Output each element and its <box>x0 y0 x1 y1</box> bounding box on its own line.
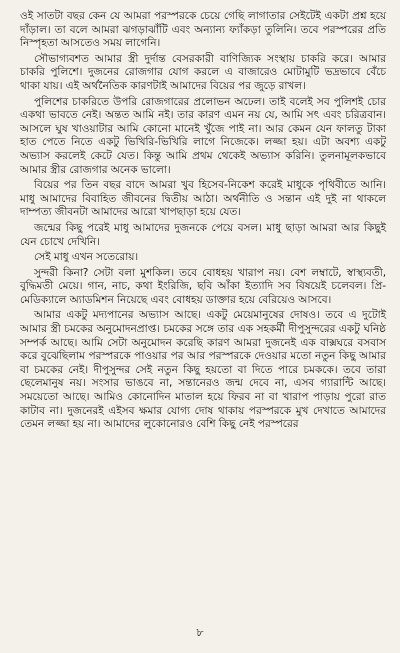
paragraph-7: সুন্দরী কিনা? সেটা বলা মুশকিল। তবে বোধহয় খারাপ নয়। বেশ লম্বাটে, স্বাস্থ্যবতী, বুদ্ধিমতী মেয়ে। গান, নাচ, কথা ইংরিজি, ছবি আঁকা ইত্যাদি সব বিষয়েই চলেবল। প্রি-মেডিক্যালে অ্যাডমিশন নিয়েছে এবং বোধহয় ডাক্তার হয়ে বেরিয়েও আসবে। <box>20 266 386 306</box>
paragraph-2: সৌভাগ্যবশত আমার স্ত্রী দুর্দান্ত বেসরকারী বাণিজ্যিক সংস্থায় চাকরি করে। আমার চাকরি পুলিশে। দুজনের রোজগার যোগ করলে এ বাজারেও মোটামুটি ভদ্রভাবে বেঁচে থাকা যায়। এই অর্থনৈতিক কারণটাই আমাদের বিয়ের পর জুড়ে রাখল। <box>20 52 386 92</box>
body-text <box>20 10 386 432</box>
paragraph-5: জন্মের কিছু পরেই মাধু আমাদের দুজনকে পেয়ে বসল। মাধু ছাড়া আমরা আর কিছুই যেন চোখে দেখিনি। <box>20 221 386 248</box>
paragraph-3: পুলিশের চাকরিতে উপরি রোজগারের প্রলোভন অঢেল। তাই বলেই সব পুলিশই চোর একথা ভাবতে নেই। অন্তত আমি নই। তার কারণ এমন নয় যে, আমি সৎ এবং চরিত্রবান। আসলে ঘুষ খাওয়াটার আমি কোনো মানেই খুঁজে পাই না। আর কেমন যেন ফালতু টাকা হাত পেতে নিতে একটু ভিখিরি-ভিখিরি লাগে নিজেকে। লজ্জা হয়। এটা অবশ্য একটু অভ্যাস করলেই কেটে যেত। কিন্তু আমি প্রথম থেকেই অভ্যাস করিনি। তুলনামূলকভাবে আমার স্ত্রীর রোজগার অনেক ভালো। <box>20 95 386 176</box>
paragraph-6: সেই মাধু এখন সতেরোয়। <box>34 251 139 264</box>
paragraph-4: বিয়ের পর তিন বছর বাদে আমরা খুব হিসেব-নিকেশ করেই মাধুকে পৃথিবীতে আনি। মাধু আমাদের বিবাহিত জীবনের দ্বিতীয় আঠা। অর্থনীতি ও সন্তান এই দুই না থাকলে দাম্পত্য জীবনটা আমাদের আরো খাপছাড়া হয়ে যেত। <box>20 179 386 219</box>
paragraph-8: আমার একটু মদ্যপানের অভ্যাস আছে। একটু মেয়েমানুষের দোষও। তবে এ দুটোই আমার স্ত্রী চমকের অনুমোদনপ্রাপ্ত। চমকের সঙ্গে তার এক সহকর্মী দীপুসুন্দরের একটু ঘনিষ্ঠ সম্পর্ক আছে। আমি সেটা অনুমোদন করেছি কারণ আমরা দুজনেই এক বাক্সঘরে বসবাস করে বুঝেছিলাম পরস্পরকে পাওয়ার পর আর পরস্পরকে দেওয়ার মতো নতুন কিছু আমার বা চমকের নেই। দীপুসুন্দর সেই নতুন কিছু হয়তো বা দিতে পারে চমককে। তবে তারা ছেলেমানুষ নয়। সংসার ভাঙবে না, সন্তানেরও জন্ম দেবে না, এসব গ্যারান্টি আছে। সময়েতো আছে। আমিও কোনোদিন মাতাল হয়ে ফিরব না বা খারাপ পাড়ায় পুরো রাত কাটাব না। দুজনেরই এইসব ক্ষমার যোগ্য দোষ থাকায় পরস্পরকে মুখ দেখাতে আমাদের তেমন লজ্জা হয় না। আমাদের লুকোনোরও বেশি কিছু নেই পরস্পরের <box>20 309 386 431</box>
paragraph-1: ওই সাতটা বছর কেন যে আমরা পরস্পরকে চেয়ে গেছি লাগাতার সেইটেই একটা প্রশ্ন হয়ে দাঁড়াল। তা বলে আমরা ঝগড়াঝাঁটি এবং অন্যান্য ফ্যাঁকড়া তুলিনি। তবে পরস্পরের প্রতি নিস্পৃহতা আসতেও সময় লাগেনি। <box>20 10 386 50</box>
page-number: ৮ <box>196 626 204 639</box>
